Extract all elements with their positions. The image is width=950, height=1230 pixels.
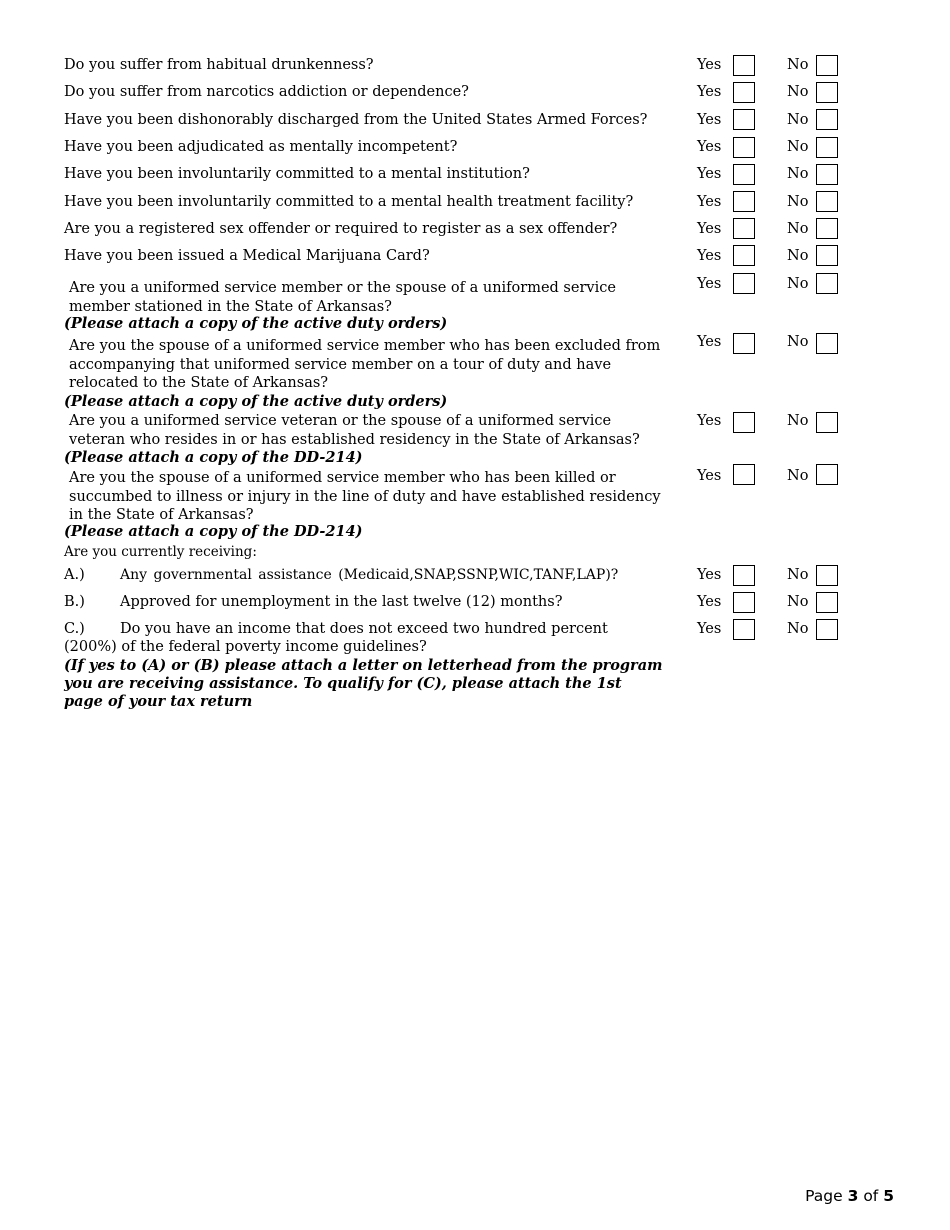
yes-label: Yes xyxy=(697,221,722,237)
no-checkbox-dishonorable-discharge[interactable] xyxy=(816,109,838,130)
yes-checkbox-spouse-killed[interactable] xyxy=(733,464,755,485)
question-medical-marijuana: Have you been issued a Medical Marijuana Card? xyxy=(64,248,430,264)
no-checkbox-mentally-incompetent[interactable] xyxy=(816,137,838,158)
yes-label: Yes xyxy=(697,621,722,637)
note-duty-orders-2: (Please attach a copy of the active duty orders) xyxy=(64,393,448,410)
question-mental-institution: Have you been involuntarily committed to a mental institution? xyxy=(64,166,530,182)
note-duty-orders-1: (Please attach a copy of the active duty orders) xyxy=(64,315,448,332)
no-checkbox-spouse-killed[interactable] xyxy=(816,464,838,485)
yes-checkbox-mentally-incompetent[interactable] xyxy=(733,137,755,158)
yes-label: Yes xyxy=(697,594,722,610)
yes-checkbox-service-veteran[interactable] xyxy=(733,412,755,433)
no-checkbox-service-member-stationed[interactable] xyxy=(816,273,838,294)
yes-checkbox-governmental-assistance[interactable] xyxy=(733,565,755,586)
yes-label: Yes xyxy=(697,139,722,155)
yes-checkbox-income-threshold[interactable] xyxy=(733,619,755,640)
no-checkbox-spouse-excluded[interactable] xyxy=(816,333,838,354)
yes-label: Yes xyxy=(697,413,722,429)
yes-checkbox-narcotics-addiction[interactable] xyxy=(733,82,755,103)
yes-label: Yes xyxy=(697,567,722,583)
sub-question-b-text: Approved for unemployment in the last twelve (12) months? xyxy=(120,594,563,610)
no-checkbox-mental-institution[interactable] xyxy=(816,164,838,185)
yes-checkbox-mental-institution[interactable] xyxy=(733,164,755,185)
question-mentally-incompetent: Have you been adjudicated as mentally incompetent? xyxy=(64,139,458,155)
no-label: No xyxy=(787,139,809,155)
note-assistance-attach: (If yes to (A) or (B) please attach a letter on letterhead from the program you are receiving assistance. To qualify for (C), please attach the 1st page of your tax return xyxy=(64,657,663,710)
yes-checkbox-sex-offender[interactable] xyxy=(733,218,755,239)
no-checkbox-unemployment[interactable] xyxy=(816,592,838,613)
yes-checkbox-spouse-excluded[interactable] xyxy=(733,333,755,354)
note-dd214-2: (Please attach a copy of the DD-214) xyxy=(64,523,363,540)
no-checkbox-mental-health-facility[interactable] xyxy=(816,191,838,212)
no-checkbox-income-threshold[interactable] xyxy=(816,619,838,640)
no-checkbox-medical-marijuana[interactable] xyxy=(816,245,838,266)
yes-label: Yes xyxy=(697,84,722,100)
yes-label: Yes xyxy=(697,334,722,350)
yes-checkbox-unemployment[interactable] xyxy=(733,592,755,613)
note-dd214-1: (Please attach a copy of the DD-214) xyxy=(64,449,363,466)
no-label: No xyxy=(787,194,809,210)
no-label: No xyxy=(787,334,809,350)
yes-checkbox-mental-health-facility[interactable] xyxy=(733,191,755,212)
question-mental-health-facility: Have you been involuntarily committed to a mental health treatment facility? xyxy=(64,194,634,210)
no-label: No xyxy=(787,112,809,128)
question-habitual-drunkenness: Do you suffer from habitual drunkenness? xyxy=(64,57,374,73)
receiving-heading: Are you currently receiving: xyxy=(64,544,257,560)
no-label: No xyxy=(787,413,809,429)
question-service-veteran: Are you a uniformed service veteran or the spouse of a uniformed service veteran who resides in or has established residency in the State of Arkansas? xyxy=(69,413,640,448)
no-label: No xyxy=(787,57,809,73)
no-label: No xyxy=(787,468,809,484)
yes-checkbox-dishonorable-discharge[interactable] xyxy=(733,109,755,130)
question-spouse-excluded: Are you the spouse of a uniformed service member who has been excluded from accompanying that uniformed service member on a tour of duty and have relocated to the State of Arkansas? xyxy=(69,338,661,391)
no-label: No xyxy=(787,621,809,637)
yes-label: Yes xyxy=(697,194,722,210)
no-checkbox-narcotics-addiction[interactable] xyxy=(816,82,838,103)
sub-question-c-label: C.) xyxy=(64,621,85,637)
no-label: No xyxy=(787,248,809,264)
no-label: No xyxy=(787,221,809,237)
no-label: No xyxy=(787,594,809,610)
yes-checkbox-medical-marijuana[interactable] xyxy=(733,245,755,266)
no-checkbox-habitual-drunkenness[interactable] xyxy=(816,55,838,76)
yes-label: Yes xyxy=(697,276,722,292)
page-of: of xyxy=(863,1187,879,1205)
sub-question-b-label: B.) xyxy=(64,594,85,610)
sub-question-a-text: Any governmental assistance (Medicaid,SNAP,SSNP,WIC,TANF,LAP)? xyxy=(120,567,619,583)
question-dishonorable-discharge: Have you been dishonorably discharged from the United States Armed Forces? xyxy=(64,112,648,128)
yes-label: Yes xyxy=(697,468,722,484)
page-prefix: Page xyxy=(805,1187,843,1205)
yes-checkbox-service-member-stationed[interactable] xyxy=(733,273,755,294)
no-checkbox-sex-offender[interactable] xyxy=(816,218,838,239)
page-total: 5 xyxy=(883,1187,894,1205)
no-checkbox-governmental-assistance[interactable] xyxy=(816,565,838,586)
no-label: No xyxy=(787,166,809,182)
yes-label: Yes xyxy=(697,248,722,264)
page-number xyxy=(805,1187,894,1205)
question-narcotics-addiction: Do you suffer from narcotics addiction or dependence? xyxy=(64,84,469,100)
no-label: No xyxy=(787,84,809,100)
question-spouse-killed: Are you the spouse of a uniformed service member who has been killed or succumbed to illness or injury in the line of duty and have established residency in the State of Arkansas? xyxy=(69,470,661,523)
question-sex-offender: Are you a registered sex offender or required to register as a sex offender? xyxy=(64,221,618,237)
yes-label: Yes xyxy=(697,166,722,182)
page-current: 3 xyxy=(847,1187,859,1205)
no-checkbox-service-veteran[interactable] xyxy=(816,412,838,433)
yes-checkbox-habitual-drunkenness[interactable] xyxy=(733,55,755,76)
sub-question-c-text-line2: (200%) of the federal poverty income guidelines? xyxy=(64,639,427,655)
no-label: No xyxy=(787,276,809,292)
yes-label: Yes xyxy=(697,112,722,128)
sub-question-a-label: A.) xyxy=(64,567,85,583)
no-label: No xyxy=(787,567,809,583)
yes-label: Yes xyxy=(697,57,722,73)
question-service-member-stationed: Are you a uniformed service member or the spouse of a uniformed service member stationed in the State of Arkansas? xyxy=(69,280,616,315)
sub-question-c-text: Do you have an income that does not exceed two hundred percent xyxy=(120,621,608,637)
